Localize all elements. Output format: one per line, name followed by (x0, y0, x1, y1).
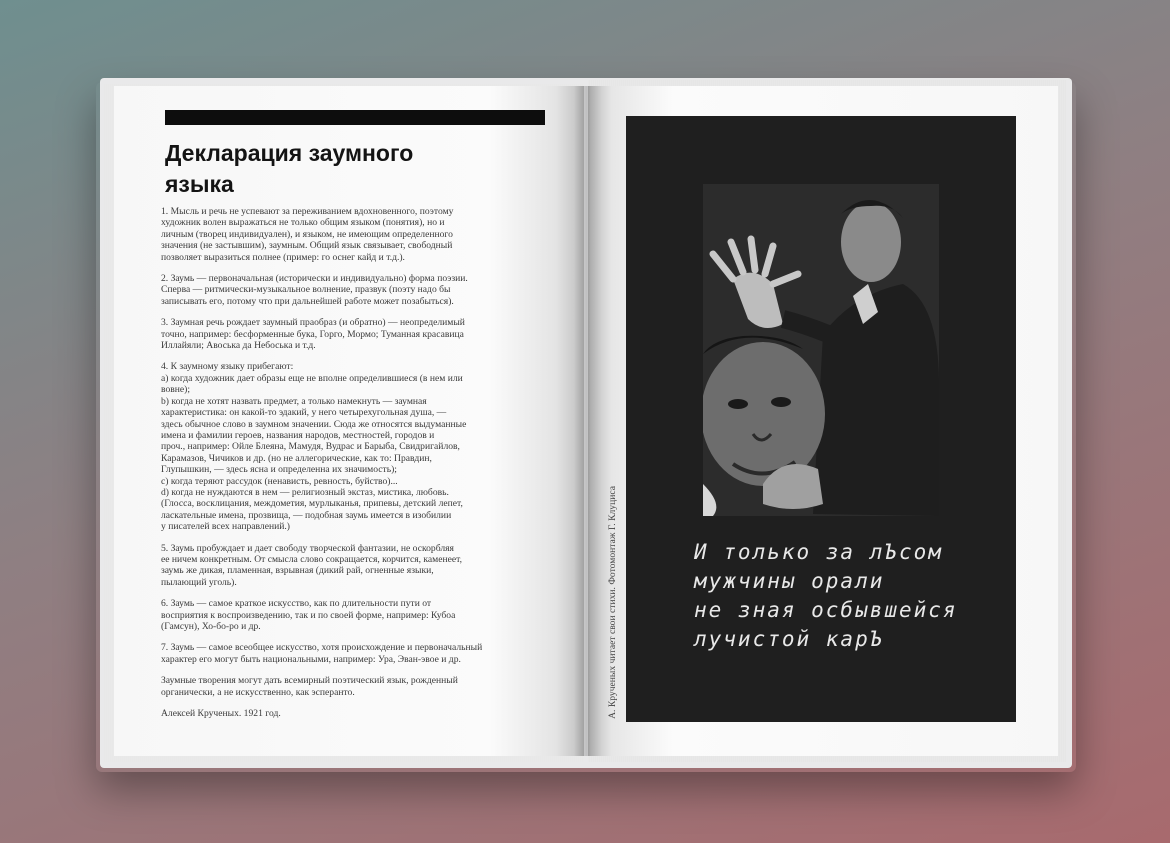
text-line: органически, а не искусственно, как эсперанто. (161, 686, 355, 698)
text-line: Карамазов, Чичиков и др. (но не аллегорические, как то: Правдин, (161, 452, 432, 464)
photo-montage-illustration (703, 184, 939, 516)
text-line: 5. Заумь пробуждает и дает свободу творческой фантазии, не оскорбляя (161, 542, 454, 554)
paragraph (161, 675, 483, 698)
text-line: 3. Заумная речь рождает заумный праобраз (и обратно) — неопределимый (161, 317, 465, 329)
text-line: характер его могут быть национальными, например: Ура, Эван-эвое и др. (161, 653, 461, 665)
text-line: (Гамсун), Хо-бо-ро и др. (161, 621, 261, 632)
text-line: проч., например: Ойле Блеяна, Мамудя, Вудрас и Барыба, Свидригайлов, (161, 441, 460, 453)
title-line-1: Декларация заумного (165, 140, 414, 166)
text-line: d) когда не нуждаются в нем — религиозный экстаз, мистика, любовь. (161, 486, 449, 498)
paragraph (161, 317, 483, 351)
text-line: Иллайяли; Авоська да Небоська и т.д. (161, 340, 316, 352)
photo-caption: А. Крученых читает свои стихи. Фотомонтаж Г. Клуциса (607, 486, 618, 719)
text-line: а) когда художник дает образы еще не вполне определившиеся (в нем или (161, 372, 463, 384)
text-line: восприятия к воспроизведению, так и по своей форме, например: Кубоа (161, 609, 456, 621)
title-line-2: языка (165, 171, 234, 197)
text-line: у писателей всех направлений.) (161, 521, 290, 533)
text-line: позволяет выразиться полнее (пример: го оснег кайд и т.д.). (161, 251, 405, 263)
text-line: Алексей Крученых. 1921 год. (161, 708, 281, 720)
handwriting-line: лучистой карЪ (694, 627, 885, 651)
text-line: 4. К заумному языку прибегают: (161, 361, 294, 373)
text-line: 6. Заумь — самое краткое искусство, как по длительности пути от (161, 598, 432, 610)
text-line: художник волен выражаться не только общим языком (понятия), но и (161, 217, 445, 229)
text-line: характеристика: он какой-то эдакий, у него четырехугольная душа, — (161, 407, 447, 419)
text-line: (Глосса, восклицания, междометия, мурлыканья, припевы, детский лепет, (161, 498, 463, 510)
text-line: ласкательные имена, прозвища, — подобная заумь имеется в изобилии (161, 509, 452, 521)
page-title (165, 138, 495, 200)
text-line: записывать его, потому что при дальнейшей работе может позабыться). (161, 295, 454, 307)
handwriting-line: не зная осбывшейся (694, 598, 958, 622)
text-line: значения (не застывшим), заумным. Общий язык связывает, свободный (161, 240, 453, 252)
handwriting-line: И только за лЪсом (694, 540, 943, 564)
text-line: здесь обычное слово в заумном значении. Сюда же относятся выдуманные (161, 418, 467, 430)
text-line: пылающий уголь). (161, 576, 237, 588)
text-line: 2. Заумь — первоначальная (исторически и индивидуально) форма поэзии. (161, 273, 468, 285)
paragraph (161, 361, 483, 532)
text-line: 1. Мысль и речь не успевают за переживанием вдохновенного, поэтому (161, 206, 454, 217)
text-line: Глупышкин, — здесь ясна и определенна их значимость); (161, 464, 397, 476)
text-line: ее ничем конкретным. От смысла слово сокращается, корчится, каменеет, (161, 553, 463, 565)
title-bar (165, 110, 545, 125)
text-line: имена и фамилии героев, названия народов, местностей, городов и (161, 429, 435, 441)
text-line: точно, например: бесформенные бука, Горго, Мормо; Туманная красавица (161, 328, 464, 340)
text-line: 7. Заумь — самое всеобщее искусство, хотя происхождение и первоначальный (161, 642, 483, 654)
paragraph (161, 206, 483, 263)
handwritten-verse (694, 538, 974, 654)
handwriting-line: мужчины орали (694, 569, 885, 593)
text-line: Заумные творения могут дать всемирный поэтический язык, рожденный (161, 675, 458, 687)
paragraph (161, 708, 483, 719)
text-line: с) когда теряют рассудок (ненависть, ревность, буйство)... (161, 475, 398, 487)
paragraph (161, 598, 483, 632)
paragraph (161, 642, 483, 665)
text-line: личным (творец индивидуален), и языком, не имеющим определенного (161, 228, 453, 240)
paragraph (161, 273, 483, 307)
text-line: заумь же дикая, пламенная, взрывная (дикий рай, огненные языки, (161, 565, 434, 577)
book-spine-shadow (574, 86, 602, 756)
text-line: вовне); (161, 384, 191, 396)
photo-montage-image (703, 184, 939, 516)
text-line: Сперва — ритмически-музыкальное волнение, празвук (поэту надо бы (161, 284, 451, 296)
text-line: b) когда не хотят назвать предмет, а только намекнуть — заумная (161, 395, 427, 407)
paragraph (161, 543, 483, 589)
declaration-text (161, 206, 483, 729)
